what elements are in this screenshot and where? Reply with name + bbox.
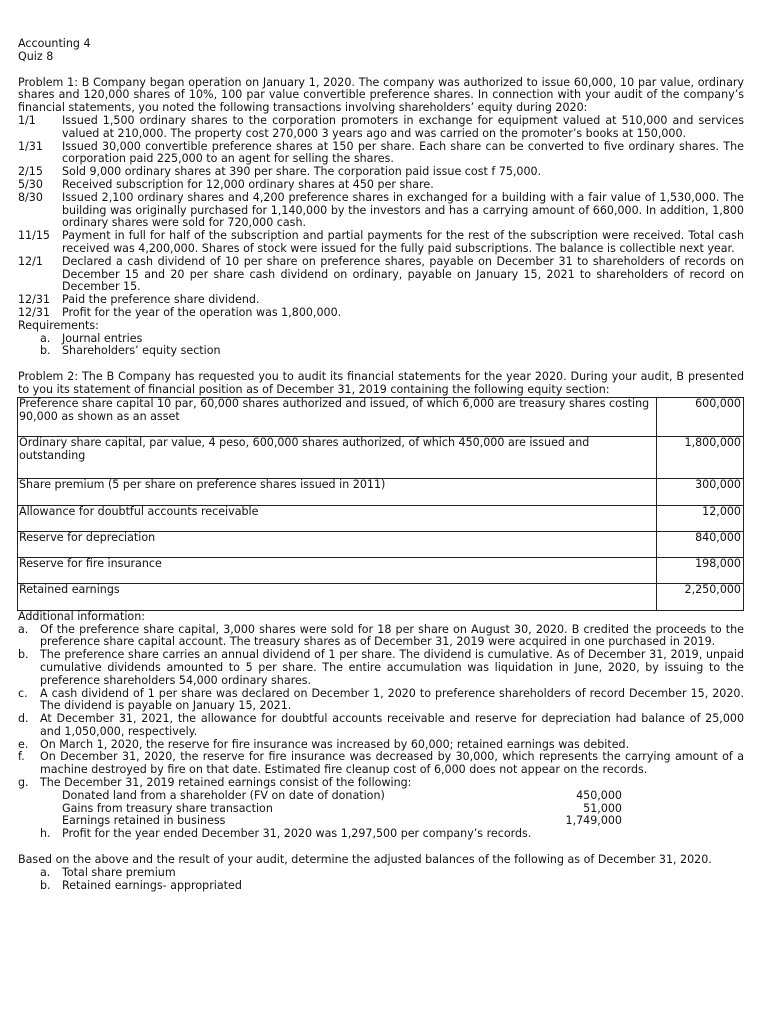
- equity-row: [18, 505, 744, 531]
- item-text: A cash dividend of 1 per share was declared on December 1, 2020 to preference shareholders of record December 15, 2020. The dividend is payable on January 15, 2021.: [40, 686, 744, 713]
- course-title: Accounting 4: [18, 37, 91, 50]
- requirement-item: [40, 345, 744, 358]
- transaction-row: [18, 141, 744, 167]
- additional-item-h: [18, 828, 744, 841]
- re-line: [18, 790, 744, 803]
- document-page: [18, 38, 744, 892]
- item-text: The December 31, 2019 retained earnings consist of the following:: [40, 776, 412, 790]
- transaction-date: 1/31: [18, 139, 43, 153]
- item-text: The preference share carries an annual dividend of 1 per share. The dividend is cumulative. As of December 31, 2019, unpaid cumulative dividends amounted to 5 per share. The entire accumulation was liquidation in June, 2020, by issuing to the preference shareholders 54,000 ordinary shares.: [40, 648, 744, 687]
- equity-item: Ordinary share capital, par value, 4 peso, 600,000 shares authorized, of which 450,000 are issued and outstanding: [18, 436, 657, 478]
- item-letter: e.: [18, 737, 29, 751]
- transaction-date: 12/31: [18, 305, 50, 319]
- transaction-date: 1/1: [18, 113, 36, 127]
- equity-item: Retained earnings: [18, 583, 657, 610]
- transaction-row: [18, 230, 744, 256]
- quiz-title: Quiz 8: [18, 49, 54, 63]
- transaction-text: Payment in full for half of the subscription and partial payments for the rest of the subscription were received. Total cash received was 4,200,000. Shares of stock were issued for the fully paid subscriptions. The balance is collectible next year.: [62, 229, 744, 255]
- problem2-intro: Problem 2: The B Company has requested you to audit its financial statements for the year 2020. During your audit, B presented to you its statement of financial position as of December 31, 2019 containing the following equity section:: [18, 370, 744, 396]
- additional-item: [18, 688, 744, 714]
- item-text: Profit for the year ended December 31, 2020 was 1,297,500 per company’s records.: [62, 827, 532, 841]
- equity-item: Reserve for fire insurance: [18, 557, 657, 583]
- equity-row: [18, 478, 744, 505]
- transaction-row: [18, 115, 744, 141]
- equity-item: Reserve for depreciation: [18, 531, 657, 557]
- transaction-row: [18, 307, 744, 320]
- item-letter: h.: [40, 827, 51, 841]
- additional-item: [18, 649, 744, 687]
- equity-amount: 1,800,000: [657, 436, 744, 478]
- equity-item: Preference share capital 10 par, 60,000 shares authorized and issued, of which 6,000 are treasury shares costing 90,000 as shown as an asset: [18, 397, 657, 436]
- requirements-list: [18, 333, 744, 359]
- determine-list: [18, 867, 744, 893]
- transaction-list: [18, 115, 744, 320]
- equity-amount: 840,000: [657, 531, 744, 557]
- transaction-text: Paid the preference share dividend.: [62, 293, 260, 307]
- equity-section-table: [17, 397, 744, 611]
- equity-amount: 198,000: [657, 557, 744, 583]
- determine-text: Retained earnings- appropriated: [62, 878, 242, 892]
- transaction-text: Issued 2,100 ordinary shares and 4,200 preference shares in exchanged for a building with a fair value of 1,530,000. The building was originally purchased for 1,140,000 by the investors and has a carrying amount of 660,000. In addition, 1,800 ordinary shares were sold for 720,000 cash.: [62, 190, 744, 230]
- item-text: On December 31, 2020, the reserve for fire insurance was decreased by 30,000, which represents the carrying amount of a machine destroyed by fire on that date. Estimated fire cleanup cost of 6,000 does not appear on the records.: [40, 750, 744, 777]
- requirement-text: Journal entries: [62, 331, 143, 345]
- requirements-label: Requirements:: [18, 318, 99, 332]
- determine-letter: b.: [40, 878, 51, 892]
- item-letter: f.: [18, 750, 25, 764]
- requirement-letter: a.: [40, 331, 51, 345]
- transaction-row: [18, 179, 744, 192]
- equity-row: [18, 557, 744, 583]
- transaction-date: 12/1: [18, 254, 43, 268]
- equity-amount: 300,000: [657, 478, 744, 505]
- equity-amount: 12,000: [657, 505, 744, 531]
- retained-earnings-breakdown: [18, 790, 744, 828]
- re-line-name: Donated land from a shareholder (FV on date of donation): [62, 788, 385, 802]
- item-letter: a.: [18, 622, 29, 636]
- transaction-text: Received subscription for 12,000 ordinary shares at 450 per share.: [62, 177, 434, 191]
- item-text: Of the preference share capital, 3,000 shares were sold for 18 per share on August 30, 2020. B credited the proceeds to the preference share capital account. The treasury shares as of December 31, 2019 were acquired in one purchased in 2019.: [40, 622, 744, 649]
- equity-row: [18, 397, 744, 436]
- item-letter: b.: [18, 648, 29, 662]
- equity-item: Allowance for doubtful accounts receivable: [18, 505, 657, 531]
- re-line-name: Gains from treasury share transaction: [62, 801, 273, 815]
- re-line-value: 1,749,000: [565, 814, 622, 828]
- additional-info-list: [18, 624, 744, 790]
- closing-instruction: Based on the above and the result of your audit, determine the adjusted balances of the following as of December 31, 2020.: [18, 853, 712, 867]
- transaction-row: [18, 192, 744, 230]
- equity-amount: 600,000: [657, 397, 744, 436]
- additional-item: [18, 624, 744, 650]
- transaction-date: 2/15: [18, 165, 43, 179]
- equity-amount: 2,250,000: [657, 583, 744, 610]
- additional-info-label: Additional information:: [18, 609, 145, 623]
- requirement-text: Shareholders’ equity section: [62, 344, 221, 358]
- transaction-date: 11/15: [18, 229, 50, 243]
- equity-item: Share premium (5 per share on preference shares issued in 2011): [18, 478, 657, 505]
- transaction-date: 8/30: [18, 190, 43, 204]
- determine-letter: a.: [40, 865, 51, 879]
- transaction-text: Issued 1,500 ordinary shares to the corporation promoters in exchange for equipment valued at 510,000 and services valued at 210,000. The property cost 270,000 3 years ago and was carried on the promoter’s books at 150,000.: [62, 113, 744, 140]
- determine-item: [40, 867, 744, 880]
- item-letter: g.: [18, 776, 29, 790]
- item-text: On March 1, 2020, the reserve for fire insurance was increased by 60,000; retained earnings was debited.: [40, 737, 630, 751]
- transaction-date: 5/30: [18, 177, 43, 191]
- determine-text: Total share premium: [62, 865, 176, 879]
- additional-item: [18, 777, 744, 790]
- equity-row: [18, 436, 744, 478]
- transaction-text: Profit for the year of the operation was 1,800,000.: [62, 305, 342, 319]
- transaction-text: Declared a cash dividend of 10 per share on preference shares, payable on December 31 to shareholders of records on December 15 and 20 per share cash dividend on ordinary, payable on January 15, 2021 to shareholders of record on December 15.: [62, 254, 744, 294]
- additional-item: [18, 751, 744, 777]
- item-letter: c.: [18, 686, 28, 700]
- equity-row: [18, 583, 744, 610]
- transaction-date: 12/31: [18, 293, 50, 307]
- re-line-name: Earnings retained in business: [62, 814, 226, 828]
- determine-item: [40, 880, 744, 893]
- transaction-text: Sold 9,000 ordinary shares at 390 per share. The corporation paid issue cost f 75,000.: [62, 165, 542, 179]
- additional-item: [18, 713, 744, 739]
- problem1-intro: Problem 1: B Company began operation on January 1, 2020. The company was authorized to issue 60,000, 10 par value, ordinary shares and 120,000 shares of 10%, 100 par value convertible preference shares. In connection with your audit of the company’s financial statements, you noted the following transactions involving shareholders’ equity during 2020:: [18, 75, 744, 115]
- re-line-value: 450,000: [576, 788, 622, 802]
- transaction-text: Issued 30,000 convertible preference shares at 150 per share. Each share can be converted to five ordinary shares. The corporation paid 225,000 to an agent for selling the shares.: [62, 139, 744, 166]
- requirement-letter: b.: [40, 344, 51, 358]
- re-line-value: 51,000: [583, 801, 622, 815]
- item-text: At December 31, 2021, the allowance for doubtful accounts receivable and reserve for depreciation had balance of 25,000 and 1,050,000, respectively.: [40, 712, 744, 738]
- equity-row: [18, 531, 744, 557]
- transaction-row: [18, 256, 744, 294]
- item-letter: d.: [18, 712, 29, 726]
